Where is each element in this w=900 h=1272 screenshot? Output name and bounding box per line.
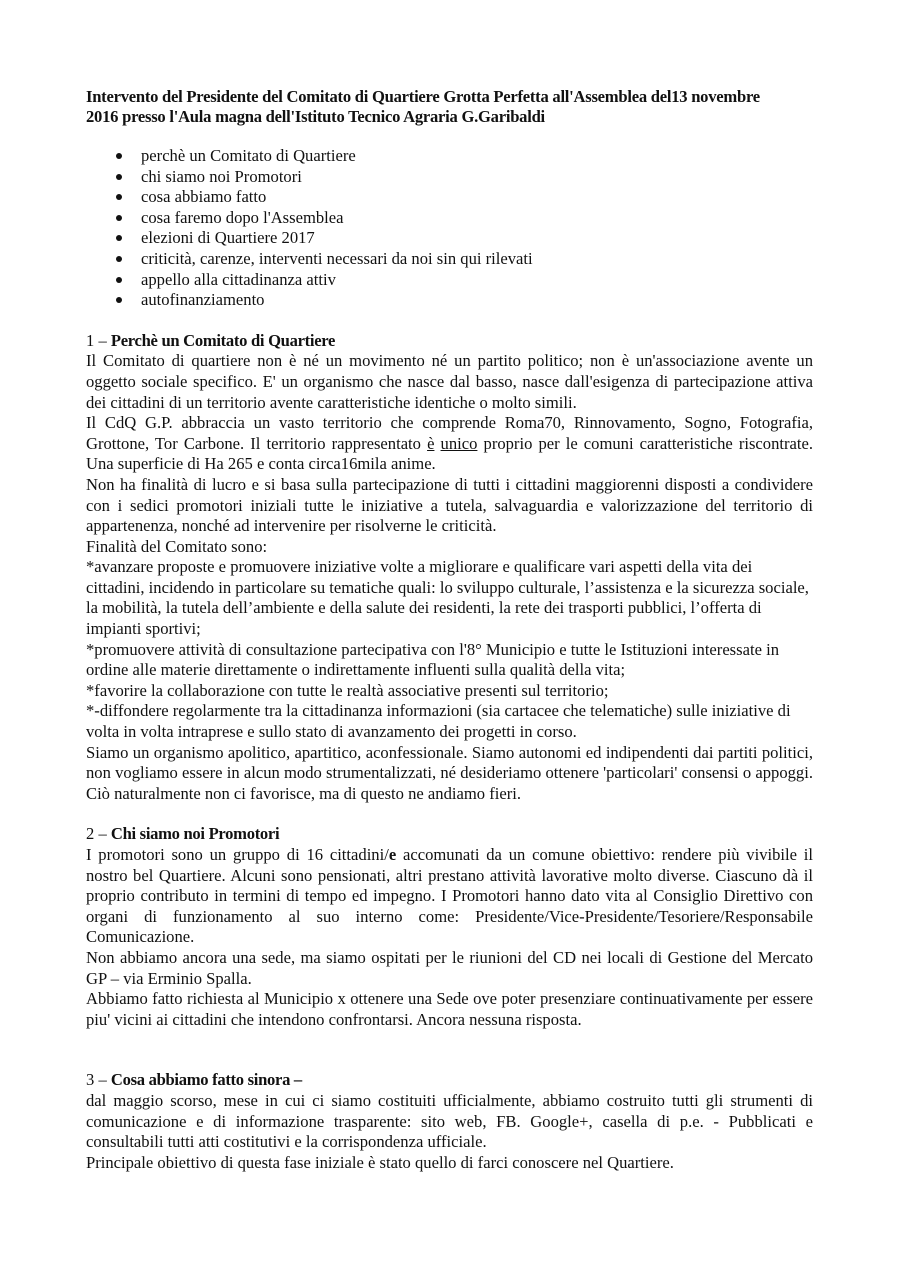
section-title: Perchè un Comitato di Quartiere bbox=[110, 330, 336, 350]
bold-text: e bbox=[388, 845, 397, 864]
section-title: Cosa abbiamo fatto sinora – bbox=[110, 1070, 302, 1090]
list-item: autofinanziamento bbox=[86, 290, 813, 311]
bullet-icon bbox=[116, 194, 122, 200]
paragraph: Siamo un organismo apolitico, apartitico, aconfessionale. Siamo autonomi ed indipendenti dai partiti politici, non vogliamo essere in alcun modo strumentalizzati, né desideriamo ottenere 'particolari' consensi o appoggi. Ciò naturalmente non ci favorisce, ma di questo ne andiamo fieri. bbox=[86, 742, 813, 803]
spacer bbox=[86, 1030, 813, 1070]
section-number: 3 – bbox=[86, 1070, 111, 1090]
document-title-line-1: Intervento del Presidente del Comitato di Quartiere Grotta Perfetta all'Assemblea del13 novembre bbox=[86, 87, 760, 106]
bullet-icon bbox=[116, 277, 122, 283]
paragraph: *favorire la collaborazione con tutte le realtà associative presenti sul territorio; bbox=[86, 680, 609, 700]
list-item: cosa abbiamo fatto bbox=[86, 187, 813, 208]
list-item: appello alla cittadinanza attiv bbox=[86, 270, 813, 291]
paragraph: Il CdQ G.P. abbraccia un vasto territorio che comprende Roma70, Rinnovamento, Sogno, Fotografia, Grottone, Tor Carbone. Il territorio rappresentato è unico proprio per le comuni caratteristiche riscontrate. Una superficie di Ha 265 e conta circa16mila anime. bbox=[86, 413, 813, 474]
section-title: Chi siamo noi Promotori bbox=[110, 824, 280, 844]
bullet-icon bbox=[116, 256, 122, 262]
bullet-icon bbox=[116, 235, 122, 241]
paragraph: dal maggio scorso, mese in cui ci siamo costituiti ufficialmente, abbiamo costruito tutti gli strumenti di comunicazione e di informazione trasparente: sito web, FB. Google+, casella di p.e. - Pubblicati e consultabili tutti atti costitutivi e la corrispondenza ufficiale. bbox=[86, 1090, 813, 1152]
list-item: cosa faremo dopo l'Assemblea bbox=[86, 208, 813, 229]
paragraph: Non abbiamo ancora una sede, ma siamo ospitati per le riunioni del CD nei locali di Gestione del Mercato GP – via Erminio Spalla. bbox=[86, 947, 813, 988]
list-item: criticità, carenze, interventi necessari da noi sin qui rilevati bbox=[86, 249, 813, 270]
paragraph: Finalità del Comitato sono: bbox=[86, 536, 268, 556]
paragraph: Non ha finalità di lucro e si basa sulla partecipazione di tutti i cittadini maggiorenni disposti a condividere con i sedici promotori iniziali tutte le iniziative a tutela, salvaguardia e valorizzazione del territorio di appartenenza, nonché ad intervenire per risolverne le criticità. bbox=[86, 474, 813, 536]
section-1-heading bbox=[86, 331, 813, 352]
paragraph: *promuovere attività di consultazione partecipativa con l'8° Municipio e tutte le Istituzioni interessate in ordine alle materie direttamente o indirettamente influenti sulla qualità della vita; bbox=[86, 639, 779, 680]
underlined-text: è bbox=[427, 433, 435, 453]
bullet-icon bbox=[116, 174, 122, 180]
bullet-icon bbox=[116, 153, 122, 159]
paragraph: I promotori sono un gruppo di 16 cittadini/e accomunati da un comune obiettivo: rendere più vivibile il nostro bel Quartiere. Alcuni sono pensionati, altri prestano attività lavorative molto diverse. Ciascuno dà il proprio contributo in termini di tempo ed impegno. I Promotori hanno dato vita al Consiglio Direttivo con organi di funzionamento al suo interno come: Presidente/Vice-Presidente/Tesoriere/Responsabile Comunicazione. bbox=[86, 845, 813, 947]
agenda-list bbox=[86, 146, 813, 311]
bullet-icon bbox=[116, 215, 122, 221]
list-item: perchè un Comitato di Quartiere bbox=[86, 146, 813, 167]
bullet-icon bbox=[116, 297, 122, 303]
paragraph: Il Comitato di quartiere non è né un movimento né un partito politico; non è un'associazione avente un oggetto sociale specifico. E' un organismo che nasce dal basso, nasce dall'esigenza di partecipazione attiva dei cittadini di un territorio avente caratteristiche identiche o molto simili. bbox=[86, 351, 813, 412]
section-number: 2 – bbox=[86, 824, 111, 844]
section-2-heading bbox=[86, 824, 813, 845]
section-number: 1 – bbox=[86, 330, 111, 350]
paragraph: Principale obiettivo di questa fase iniziale è stato quello di farci conoscere nel Quartiere. bbox=[86, 1152, 674, 1172]
document-page bbox=[86, 87, 813, 1173]
paragraph: *-diffondere regolarmente tra la cittadinanza informazioni (sia cartacee che telematiche) sulle iniziative di volta in volta intraprese e sullo stato di avanzamento dei progetti in corso. bbox=[86, 701, 791, 742]
list-item: elezioni di Quartiere 2017 bbox=[86, 228, 813, 249]
section-3-heading bbox=[86, 1070, 813, 1091]
underlined-text: unico bbox=[440, 433, 478, 453]
list-item: chi siamo noi Promotori bbox=[86, 167, 813, 188]
spacer bbox=[86, 804, 813, 824]
paragraph: *avanzare proposte e promuovere iniziative volte a migliorare e qualificare vari aspetti della vita dei cittadini, incidendo in particolare su tematiche quali: lo sviluppo culturale, l’assistenza e la sicurezza sociale, la mobilità, la tutela dell’ambiente e della salute dei residenti, la rete dei trasporti pubblici, l’offerta di impianti sportivi; bbox=[86, 557, 809, 639]
document-title-line-2: 2016 presso l'Aula magna dell'Istituto Tecnico Agraria G.Garibaldi bbox=[86, 107, 545, 126]
paragraph: Abbiamo fatto richiesta al Municipio x ottenere una Sede ove poter presenziare continuativamente per essere piu' vicini ai cittadini che intendono confrontarsi. Ancora nessuna risposta. bbox=[86, 989, 813, 1029]
document-title bbox=[86, 87, 813, 127]
